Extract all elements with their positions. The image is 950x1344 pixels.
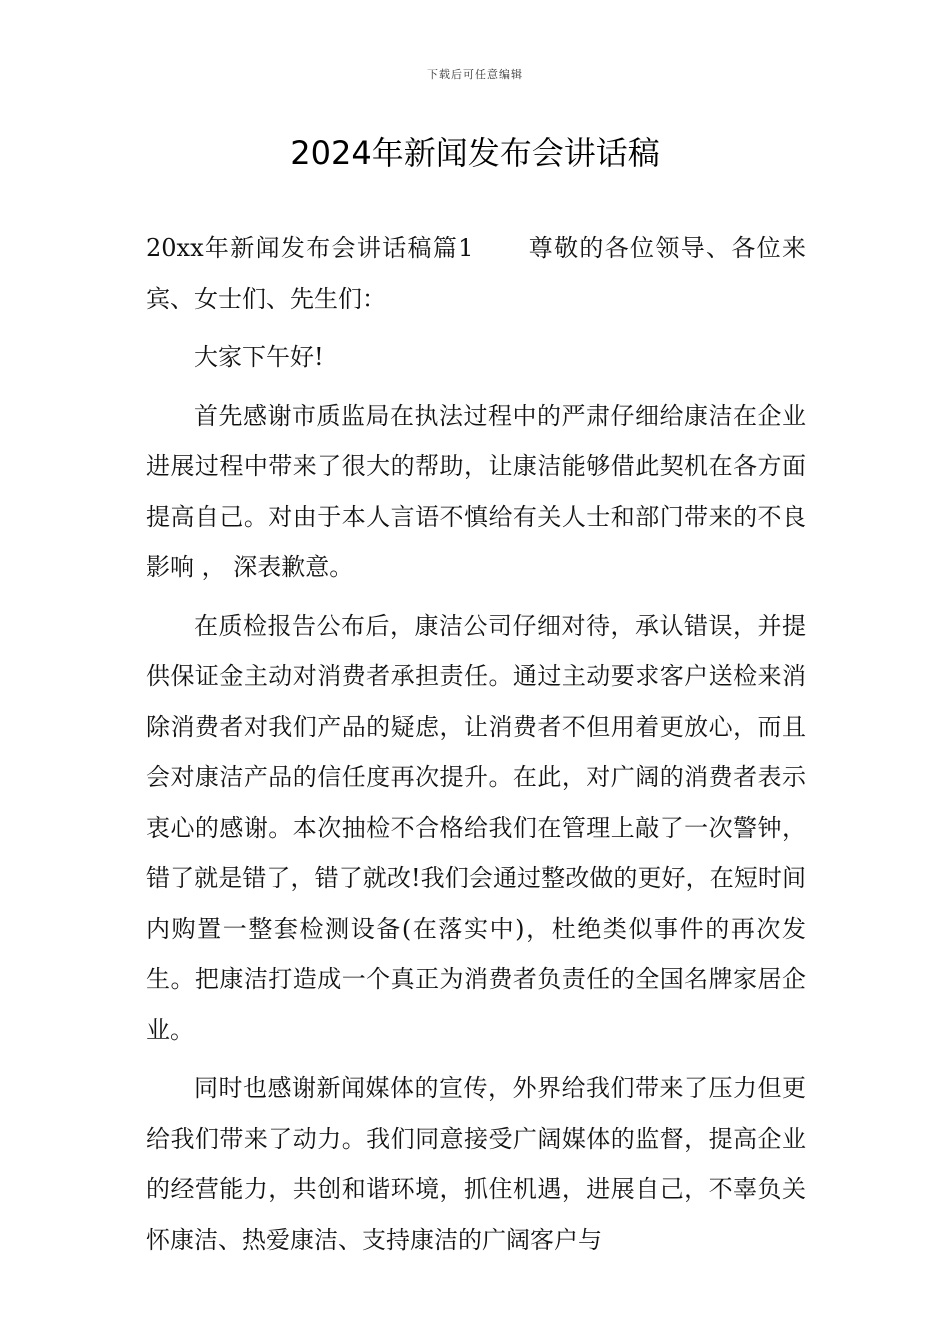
salutation: 尊敬的各位领导、各位来宾、女士们、先生们： xyxy=(146,234,806,313)
paragraph-response: 在质检报告公布后，康洁公司仔细对待，承认错误，并提供保证金主动对消费者承担责任。通过主动要求客户送检来消除消费者对我们产品的疑虑，让消费者不但用着更放心，而且会对康洁产品的信任度再次提升。在此，对广阔的消费者表示衷心的感谢。本次抽检不合格给我们在管理上敲了一次警钟，错了就是错了，错了就改!我们会通过整改做的更好，在短时间内购置一整套检测设备(在落实中)，杜绝类似事件的再次发生。把康洁打造成一个真正为消费者负责任的全国名牌家居企业。 xyxy=(146,611,806,1044)
paragraph-thanks-regulator: 首先感谢市质监局在执法过程中的严肃仔细给康洁在企业进展过程中带来了很大的帮助，让康洁能够借此契机在各方面提高自己。对由于本人言语不慎给有关人士和部门带来的不良影响 ， 深表歉意。 xyxy=(146,401,806,581)
paragraph-greeting: 大家下午好! xyxy=(194,343,324,371)
intro-paragraph xyxy=(146,223,806,324)
paragraph-thanks-media: 同时也感谢新闻媒体的宣传，外界给我们带来了压力但更给我们带来了动力。我们同意接受广阔媒体的监督，提高企业的经营能力，共创和谐环境，抓住机遇，进展自己，不辜负关怀康洁、热爱康洁、支持康洁的广阔客户与 xyxy=(146,1074,806,1254)
intro-heading: 20xx年新闻发布会讲话稿篇1 xyxy=(146,234,474,262)
document-title: 2024年新闻发布会讲话稿 xyxy=(290,134,660,172)
document-body xyxy=(146,223,806,1265)
header-note: 下载后可任意编辑 xyxy=(427,68,523,81)
